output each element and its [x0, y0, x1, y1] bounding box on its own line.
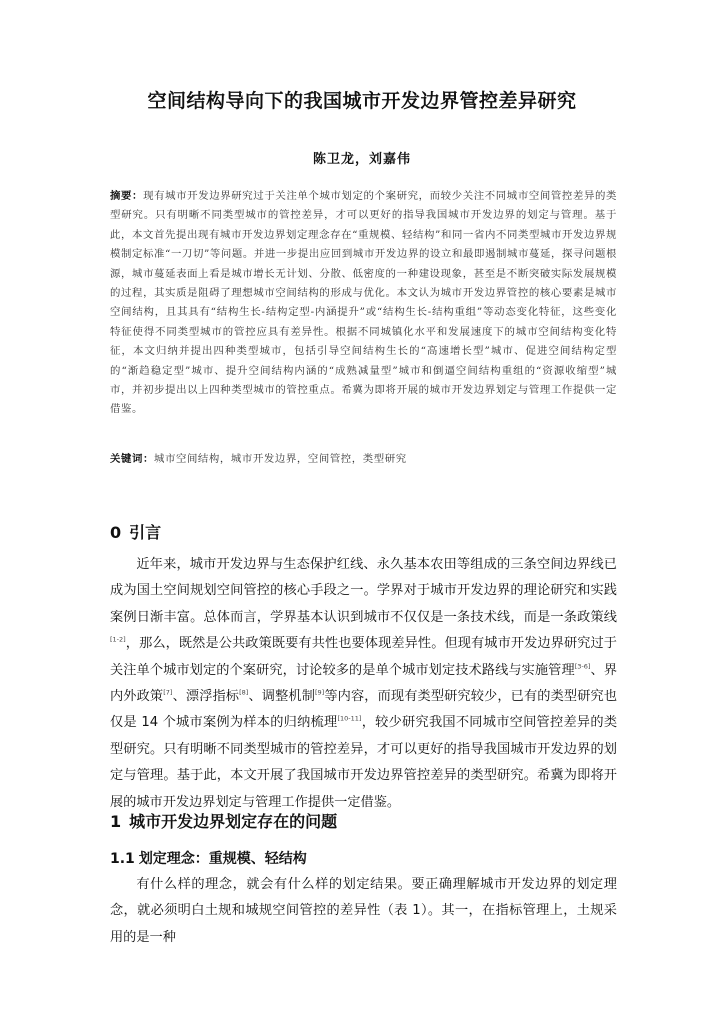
citation: [8] — [239, 688, 249, 697]
text-run: 等内容，而现有类型研究较少，已有的类型研究也仅是 14 个城市案例为样本的归纳梳理 — [110, 689, 618, 731]
text-run: 、调整机制 — [248, 689, 316, 705]
subsection-1-1-heading — [110, 848, 307, 868]
section-0-heading — [110, 520, 161, 543]
abstract — [110, 187, 617, 420]
text-run: 、漂浮指标 — [172, 689, 240, 705]
section-0-title: 引言 — [129, 523, 162, 542]
section-1-number: 1 — [110, 812, 122, 831]
keywords — [110, 450, 617, 469]
section-0-paragraph — [110, 552, 617, 816]
text-run: 近年来，城市开发边界与生态保护红线、永久基本农田等组成的三条空间边界线已成为国土空间规划空间管控的核心手段之一。学界对于城市开发边界的理论研究和实践案例日渐丰富。总体而言，学界基本认识到城市不仅仅是一条技术线，而是一条政策线 — [110, 557, 617, 625]
citation: [9] — [315, 688, 325, 697]
section-1-title: 城市开发边界划定存在的问题 — [129, 812, 338, 831]
abstract-label: 摘要： — [110, 190, 144, 202]
section-1-heading — [110, 809, 337, 832]
subsection-1-1-title: 划定理念：重规模、轻结构 — [138, 851, 307, 867]
paper-title: 空间结构导向下的我国城市开发边界管控差异研究 — [147, 90, 577, 112]
keywords-text: 城市空间结构，城市开发边界，空间管控，类型研究 — [153, 453, 407, 465]
text-run: 、界内外政策 — [110, 662, 618, 705]
text-run: ，较少研究我国不同城市空间管控差异的类型研究。只有明晰不同类型城市的管控差异，才可以更好的指导我国城市开发边界的划定与管理。基于此，本文开展了我国城市开发边界管控差异的类型研究。希冀为即将开展的城市开发边界划定与管理工作提供一定借鉴。 — [110, 715, 618, 810]
citation: [3-6] — [574, 662, 591, 671]
citation: [7] — [163, 688, 173, 697]
keywords-label: 关键词： — [110, 453, 154, 465]
section-0-number: 0 — [110, 523, 122, 542]
subsection-1-1-paragraph: 有什么样的理念，就会有什么样的划定结果。要正确理解城市开发边界的划定理念，就必须明白土规和城规空间管控的差异性（表 1）。其一，在指标管理上，土规采用的是一种 — [110, 877, 617, 945]
subsection-1-1-number: 1.1 — [110, 851, 135, 867]
abstract-text: 现有城市开发边界研究过于关注单个城市划定的个案研究，而较少关注不同城市空间管控差异的类型研究。只有明晰不同类型城市的管控差异，才可以更好的指导我国城市开发边界的划定与管理。基于此，本文首先提出现有城市开发边界划定理念存在“重规模、轻结构”和同一省内不同类型城市开发边界规模制定标准“一刀切”等问题。并进一步提出应回到城市开发边界的设立和最即遏制城市蔓延，探寻问题根源，城市蔓延表面上看是城市增长无计划、分散、低密度的一种建设现象，甚至是不断突破实际发展规模的过程，其实质是阻碍了理想城市空间结构的形成与优化。本文认为城市开发边界管控的核心要素是城市空间结构，且其具有“结构生长-结构定型-内涵提升”或“结构生长-结构重组”等动态变化特征，这些变化特征使得不同类型城市的管控应具有差异性。根据不同城镇化水平和发展速度下的城市空间结构变化特征，本文归纳并提出四种类型城市，包括引导空间结构生长的“高速增长型”城市、促进空间结构定型的“渐趋稳定型”城市、提升空间结构内涵的“成熟减量型”城市和倒逼空间结构重组的“资源收缩型”城市，并初步提出以上四种类型城市的管控重点。希冀为即将开展的城市开发边界划定与管理工作提供一定借鉴。 — [110, 190, 617, 416]
text-run: ，那么，既然是公共政策既要有共性也要体现差异性。但现有城市开发边界研究过于关注单个城市划定的个案研究，讨论较多的是单个城市划定技术路线与实施管理 — [110, 636, 617, 678]
paper-authors: 陈卫龙，刘嘉伟 — [312, 152, 411, 167]
citation: [10-11] — [337, 715, 362, 724]
citation: [1-2] — [110, 635, 126, 644]
